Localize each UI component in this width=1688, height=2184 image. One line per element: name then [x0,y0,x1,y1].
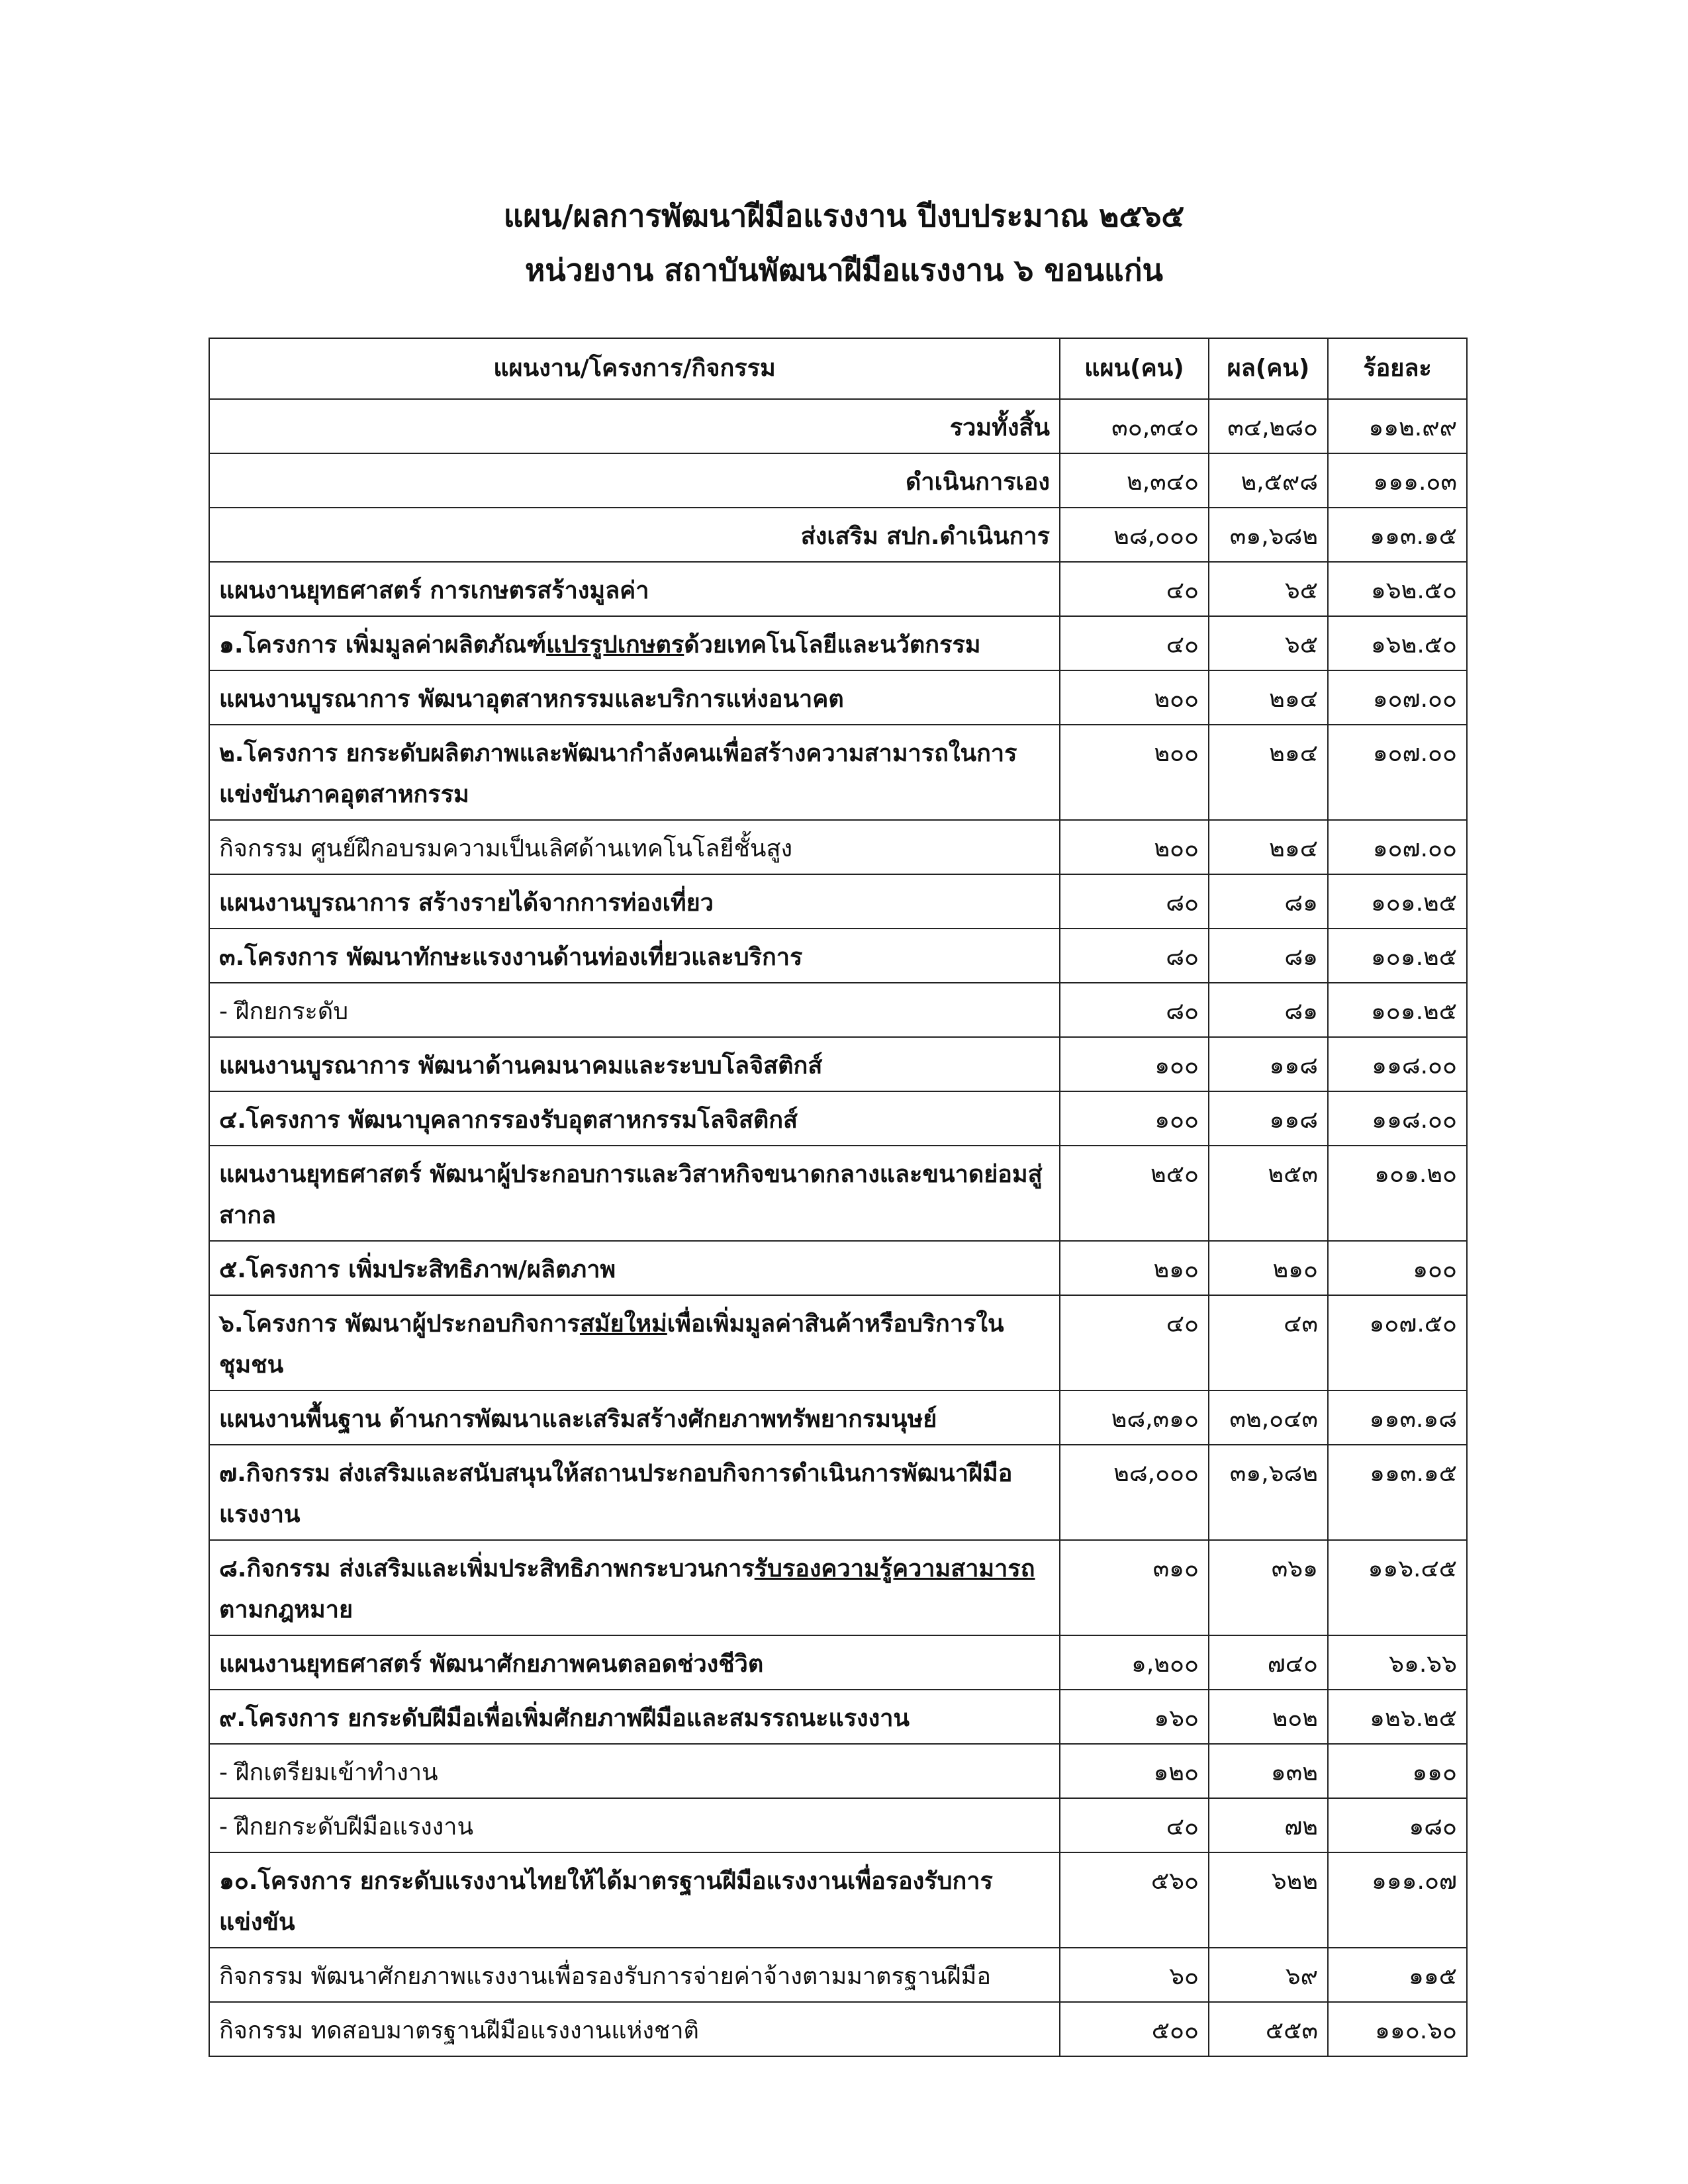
title-line-2: หน่วยงาน สถาบันพัฒนาฝีมือแรงงาน ๖ ขอนแก่น [524,252,1163,288]
row-name-underlined: รับรองความรู้ความสามารถ [754,1555,1035,1582]
row-percent: ๑๘๐ [1328,1798,1467,1852]
row-name: ๒.โครงการ ยกระดับผลิตภาพและพัฒนากำลังคนเพื่อสร้างความสามารถในการแข่งขันภาคอุตสาหกรรม [209,725,1060,820]
row-plan: ๘๐ [1060,929,1209,983]
row-result: ๒๑๔ [1209,820,1328,874]
row-plan: ๒๐๐ [1060,725,1209,820]
table-row [209,1690,1467,1744]
row-result: ๑๓๒ [1209,1744,1328,1798]
row-name: กิจกรรม ทดสอบมาตรฐานฝีมือแรงงานแห่งชาติ [209,2002,1060,2056]
row-result: ๓๑,๖๘๒ [1209,508,1328,562]
row-percent: ๑๐๗.๐๐ [1328,820,1467,874]
row-percent: ๑๑๐ [1328,1744,1467,1798]
row-name [209,616,1060,670]
row-percent: ๑๐๑.๒๕ [1328,874,1467,929]
row-name: - ฝึกยกระดับ [209,983,1060,1037]
row-percent: ๑๑๑.๐๓ [1328,453,1467,508]
row-percent: ๑๐๗.๐๐ [1328,670,1467,725]
row-plan: ๓๐,๓๔๐ [1060,399,1209,453]
row-percent: ๑๑๘.๐๐ [1328,1037,1467,1091]
table-row [209,453,1467,508]
row-percent: ๑๐๑.๒๐ [1328,1146,1467,1241]
table-row [209,1295,1467,1390]
row-name: แผนงานบูรณาการ พัฒนาด้านคมนาคมและระบบโลจิสติกส์ [209,1037,1060,1091]
row-result: ๗๒ [1209,1798,1328,1852]
row-name-underlined: สมัยใหม่ [579,1310,667,1338]
row-result: ๘๑ [1209,874,1328,929]
row-name: แผนงานบูรณาการ สร้างรายได้จากการท่องเที่ยว [209,874,1060,929]
row-result: ๓๖๑ [1209,1540,1328,1635]
row-percent: ๑๐๐ [1328,1241,1467,1295]
table-row [209,820,1467,874]
table-row [209,725,1467,820]
table-row [209,670,1467,725]
row-name-part: เพื่อเพิ่มมูลค่าสินค้าหรือบริการในชุมชน [219,1310,1004,1379]
row-plan: ๒๘,๓๑๐ [1060,1390,1209,1445]
row-result: ๕๕๓ [1209,2002,1328,2056]
row-name: - ฝึกยกระดับฝีมือแรงงาน [209,1798,1060,1852]
header-percent: ร้อยละ [1328,338,1467,399]
row-name-part: ตามกฎหมาย [219,1596,353,1623]
row-plan: ๑๐๐ [1060,1037,1209,1091]
row-plan: ๔๐ [1060,1798,1209,1852]
header-result: ผล(คน) [1209,338,1328,399]
row-percent: ๑๐๑.๒๕ [1328,929,1467,983]
table-row [209,1852,1467,1948]
row-percent: ๑๒๖.๒๕ [1328,1690,1467,1744]
row-name-underlined: แปรรูปเกษตร [546,631,684,659]
row-name: แผนงานบูรณาการ พัฒนาอุตสาหกรรมและบริการแห่งอนาคต [209,670,1060,725]
row-name: ส่งเสริม สปก.ดำเนินการ [209,508,1060,562]
row-name: ๙.โครงการ ยกระดับฝีมือเพื่อเพิ่มศักยภาพฝีมือและสมรรถนะแรงงาน [209,1690,1060,1744]
row-plan: ๒๐๐ [1060,820,1209,874]
row-result: ๖๙ [1209,1948,1328,2002]
row-plan: ๒๐๐ [1060,670,1209,725]
table-row [209,1540,1467,1635]
title-line-1: แผน/ผลการพัฒนาฝีมือแรงงาน ปีงบประมาณ ๒๕๖๕ [503,198,1185,234]
table-header-row [209,338,1467,399]
row-name: แผนงานยุทธศาสตร์ การเกษตรสร้างมูลค่า [209,562,1060,616]
row-plan: ๘๐ [1060,983,1209,1037]
row-result: ๒๑๔ [1209,725,1328,820]
table-row [209,1635,1467,1690]
row-result: ๘๑ [1209,929,1328,983]
row-name [209,1540,1060,1635]
row-percent: ๑๑๖.๔๕ [1328,1540,1467,1635]
table-row [209,929,1467,983]
row-percent: ๑๑๓.๑๕ [1328,508,1467,562]
row-result: ๗๔๐ [1209,1635,1328,1690]
row-plan: ๔๐ [1060,616,1209,670]
row-percent: ๑๑๑.๐๗ [1328,1852,1467,1948]
row-plan: ๖๐ [1060,1948,1209,2002]
row-percent: ๖๑.๖๖ [1328,1635,1467,1690]
row-name-part: ๖.โครงการ พัฒนาผู้ประกอบกิจการ [219,1310,580,1338]
row-result: ๘๑ [1209,983,1328,1037]
header-plan: แผน(คน) [1060,338,1209,399]
row-name: แผนงานพื้นฐาน ด้านการพัฒนาและเสริมสร้างศักยภาพทรัพยากรมนุษย์ [209,1390,1060,1445]
table-row [209,399,1467,453]
row-name: ๔.โครงการ พัฒนาบุคลากรรองรับอุตสาหกรรมโลจิสติกส์ [209,1091,1060,1146]
row-result: ๖๕ [1209,562,1328,616]
row-result: ๒,๕๙๘ [1209,453,1328,508]
row-plan: ๒๑๐ [1060,1241,1209,1295]
row-plan: ๑๒๐ [1060,1744,1209,1798]
row-plan: ๔๐ [1060,562,1209,616]
row-result: ๒๕๓ [1209,1146,1328,1241]
row-plan: ๒๕๐ [1060,1146,1209,1241]
row-name-part: ด้วยเทคโนโลยีและนวัตกรรม [684,631,981,659]
row-plan: ๑,๒๐๐ [1060,1635,1209,1690]
row-plan: ๑๖๐ [1060,1690,1209,1744]
table-row [209,1948,1467,2002]
row-name [209,1295,1060,1390]
row-plan: ๒,๓๔๐ [1060,453,1209,508]
table-row [209,1241,1467,1295]
table-row [209,983,1467,1037]
table-row [209,1445,1467,1540]
row-name: รวมทั้งสิ้น [209,399,1060,453]
row-plan: ๕๖๐ [1060,1852,1209,1948]
row-plan: ๘๐ [1060,874,1209,929]
header-name: แผนงาน/โครงการ/กิจกรรม [209,338,1060,399]
row-name: ๗.กิจกรรม ส่งเสริมและสนับสนุนให้สถานประกอบกิจการดำเนินการพัฒนาฝีมือแรงงาน [209,1445,1060,1540]
row-percent: ๑๑๕ [1328,1948,1467,2002]
plan-results-table [209,338,1468,2057]
row-name: แผนงานยุทธศาสตร์ พัฒนาผู้ประกอบการและวิสาหกิจขนาดกลางและขนาดย่อมสู่สากล [209,1146,1060,1241]
row-result: ๒๑๔ [1209,670,1328,725]
row-result: ๓๒,๐๔๓ [1209,1390,1328,1445]
row-percent: ๑๑๓.๑๕ [1328,1445,1467,1540]
row-result: ๔๓ [1209,1295,1328,1390]
row-result: ๒๑๐ [1209,1241,1328,1295]
row-percent: ๑๑๒.๙๙ [1328,399,1467,453]
row-name: ๑๐.โครงการ ยกระดับแรงงานไทยให้ได้มาตรฐานฝีมือแรงงานเพื่อรองรับการแข่งขัน [209,1852,1060,1948]
row-plan: ๔๐ [1060,1295,1209,1390]
page-title [0,189,1688,297]
table-row [209,1091,1467,1146]
table-row [209,2002,1467,2056]
row-name: แผนงานยุทธศาสตร์ พัฒนาศักยภาพคนตลอดช่วงชีวิต [209,1635,1060,1690]
row-result: ๒๐๒ [1209,1690,1328,1744]
row-name: ๕.โครงการ เพิ่มประสิทธิภาพ/ผลิตภาพ [209,1241,1060,1295]
table-row [209,562,1467,616]
row-percent: ๑๐๑.๒๕ [1328,983,1467,1037]
table-row [209,874,1467,929]
row-plan: ๓๑๐ [1060,1540,1209,1635]
row-percent: ๑๖๒.๕๐ [1328,562,1467,616]
row-plan: ๒๘,๐๐๐ [1060,508,1209,562]
row-name-part: ๑.โครงการ เพิ่มมูลค่าผลิตภัณฑ์ [219,631,547,659]
row-result: ๑๑๘ [1209,1091,1328,1146]
row-result: ๖๕ [1209,616,1328,670]
table-row [209,1390,1467,1445]
row-plan: ๕๐๐ [1060,2002,1209,2056]
table-row [209,1798,1467,1852]
table-row [209,616,1467,670]
row-name: - ฝึกเตรียมเข้าทำงาน [209,1744,1060,1798]
row-name: กิจกรรม พัฒนาศักยภาพแรงงานเพื่อรองรับการจ่ายค่าจ้างตามมาตรฐานฝีมือ [209,1948,1060,2002]
row-name: ดำเนินการเอง [209,453,1060,508]
row-name-part: ๘.กิจกรรม ส่งเสริมและเพิ่มประสิทธิภาพกระบวนการ [219,1555,755,1582]
row-name: ๓.โครงการ พัฒนาทักษะแรงงานด้านท่องเที่ยวและบริการ [209,929,1060,983]
row-percent: ๑๐๗.๐๐ [1328,725,1467,820]
row-name: กิจกรรม ศูนย์ฝึกอบรมความเป็นเลิศด้านเทคโนโลยีชั้นสูง [209,820,1060,874]
row-plan: ๑๐๐ [1060,1091,1209,1146]
row-percent: ๑๑๓.๑๘ [1328,1390,1467,1445]
row-result: ๓๑,๖๘๒ [1209,1445,1328,1540]
row-result: ๓๔,๒๘๐ [1209,399,1328,453]
row-percent: ๑๑๘.๐๐ [1328,1091,1467,1146]
table-row [209,1037,1467,1091]
table-row [209,1744,1467,1798]
row-percent: ๑๐๗.๕๐ [1328,1295,1467,1390]
row-result: ๑๑๘ [1209,1037,1328,1091]
row-percent: ๑๑๐.๖๐ [1328,2002,1467,2056]
table-row [209,1146,1467,1241]
table-row [209,508,1467,562]
row-result: ๖๒๒ [1209,1852,1328,1948]
row-percent: ๑๖๒.๕๐ [1328,616,1467,670]
row-plan: ๒๘,๐๐๐ [1060,1445,1209,1540]
